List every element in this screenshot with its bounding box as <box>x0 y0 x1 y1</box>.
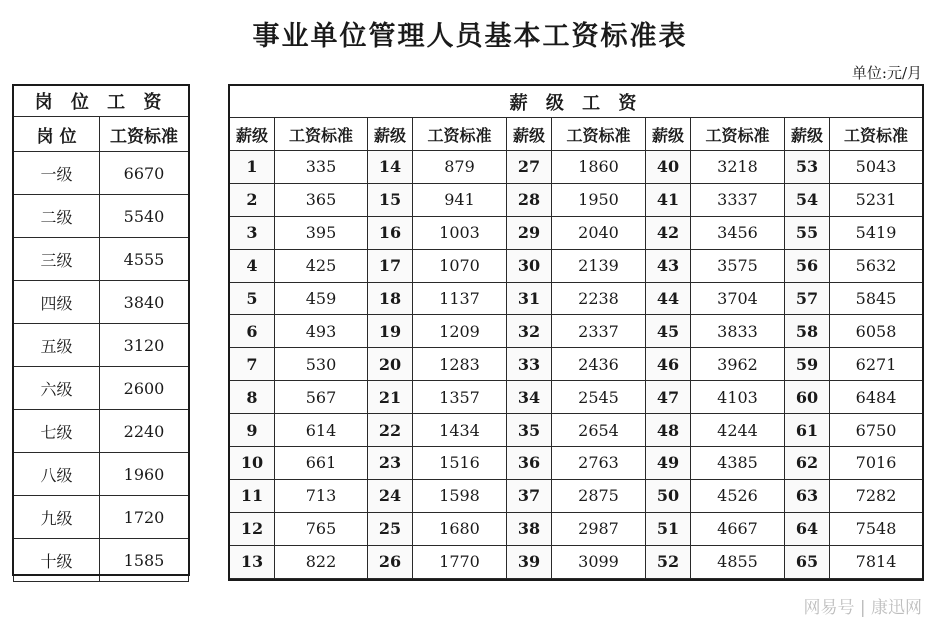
wage-cell: 3099 <box>552 545 646 578</box>
grade-cell: 57 <box>785 282 830 315</box>
wage-cell: 5043 <box>830 151 923 184</box>
grade-cell: 47 <box>646 381 691 414</box>
post-level-cell: 三级 <box>14 238 100 281</box>
wage-cell: 3337 <box>691 183 785 216</box>
wage-cell: 2987 <box>552 512 646 545</box>
wage-cell: 1860 <box>552 151 646 184</box>
grade-cell: 59 <box>785 348 830 381</box>
wage-cell: 5231 <box>830 183 923 216</box>
wage-cell: 493 <box>275 315 368 348</box>
wage-header: 工资标准 <box>552 118 646 151</box>
post-level-cell: 十级 <box>14 539 100 582</box>
grade-cell: 45 <box>646 315 691 348</box>
wage-cell: 6750 <box>830 414 923 447</box>
wage-cell: 3218 <box>691 151 785 184</box>
grade-cell: 34 <box>507 381 552 414</box>
grade-cell: 19 <box>368 315 413 348</box>
grade-cell: 61 <box>785 414 830 447</box>
grade-cell: 38 <box>507 512 552 545</box>
wage-cell: 879 <box>413 151 507 184</box>
grade-cell: 26 <box>368 545 413 578</box>
scale-wage-row <box>230 282 923 315</box>
post-level-cell: 九级 <box>14 496 100 539</box>
post-wage-cell: 1960 <box>100 453 189 496</box>
scale-wage-row <box>230 315 923 348</box>
wage-cell: 3833 <box>691 315 785 348</box>
page-title: 事业单位管理人员基本工资标准表 <box>252 21 688 52</box>
post-wage-cell: 2240 <box>100 410 189 453</box>
grade-cell: 29 <box>507 216 552 249</box>
post-level-cell: 六级 <box>14 367 100 410</box>
grade-cell: 21 <box>368 381 413 414</box>
wage-cell: 713 <box>275 479 368 512</box>
wage-header: 工资标准 <box>691 118 785 151</box>
grade-cell: 11 <box>230 479 275 512</box>
wage-cell: 1770 <box>413 545 507 578</box>
wage-cell: 765 <box>275 512 368 545</box>
grade-cell: 63 <box>785 479 830 512</box>
grade-cell: 60 <box>785 381 830 414</box>
grade-cell: 50 <box>646 479 691 512</box>
grade-cell: 30 <box>507 249 552 282</box>
wage-cell: 6271 <box>830 348 923 381</box>
scale-wage-row <box>230 183 923 216</box>
wage-cell: 7548 <box>830 512 923 545</box>
grade-cell: 23 <box>368 447 413 480</box>
grade-cell: 46 <box>646 348 691 381</box>
grade-cell: 40 <box>646 151 691 184</box>
post-level-cell: 二级 <box>14 195 100 238</box>
wage-cell: 3962 <box>691 348 785 381</box>
wage-cell: 365 <box>275 183 368 216</box>
wage-cell: 3704 <box>691 282 785 315</box>
grade-cell: 49 <box>646 447 691 480</box>
wage-cell: 2040 <box>552 216 646 249</box>
wage-cell: 1680 <box>413 512 507 545</box>
grade-cell: 3 <box>230 216 275 249</box>
wage-cell: 4855 <box>691 545 785 578</box>
grade-cell: 51 <box>646 512 691 545</box>
wage-cell: 822 <box>275 545 368 578</box>
grade-cell: 20 <box>368 348 413 381</box>
grade-cell: 10 <box>230 447 275 480</box>
wage-cell: 1598 <box>413 479 507 512</box>
wage-cell: 7016 <box>830 447 923 480</box>
unit-label: 单位:元/月 <box>851 64 922 82</box>
post-wage-group-title: 岗 位 工 资 <box>14 86 189 117</box>
wage-cell: 7814 <box>830 545 923 578</box>
wage-cell: 425 <box>275 249 368 282</box>
grade-header: 薪级 <box>646 118 691 151</box>
wage-cell: 530 <box>275 348 368 381</box>
grade-cell: 27 <box>507 151 552 184</box>
wage-cell: 2436 <box>552 348 646 381</box>
wage-cell: 1516 <box>413 447 507 480</box>
grade-cell: 24 <box>368 479 413 512</box>
scale-wage-row <box>230 447 923 480</box>
grade-header: 薪级 <box>230 118 275 151</box>
grade-cell: 39 <box>507 545 552 578</box>
post-wage-row <box>14 410 189 453</box>
post-header: 岗 位 <box>14 117 100 152</box>
post-wage-cell: 2600 <box>100 367 189 410</box>
grade-cell: 48 <box>646 414 691 447</box>
scale-wage-row <box>230 216 923 249</box>
wage-cell: 5419 <box>830 216 923 249</box>
wage-cell: 941 <box>413 183 507 216</box>
grade-cell: 52 <box>646 545 691 578</box>
scale-wage-row <box>230 414 923 447</box>
wage-cell: 661 <box>275 447 368 480</box>
wage-cell: 6484 <box>830 381 923 414</box>
wage-cell: 335 <box>275 151 368 184</box>
grade-header: 薪级 <box>507 118 552 151</box>
grade-cell: 5 <box>230 282 275 315</box>
post-wage-header: 工资标准 <box>100 117 189 152</box>
post-wage-row <box>14 152 189 195</box>
wage-cell: 1137 <box>413 282 507 315</box>
post-wage-table <box>13 85 189 582</box>
post-wage-cell: 4555 <box>100 238 189 281</box>
wage-cell: 1357 <box>413 381 507 414</box>
grade-cell: 28 <box>507 183 552 216</box>
wage-cell: 6058 <box>830 315 923 348</box>
wage-cell: 1003 <box>413 216 507 249</box>
wage-cell: 4103 <box>691 381 785 414</box>
wage-cell: 2654 <box>552 414 646 447</box>
post-wage-cell: 1585 <box>100 539 189 582</box>
wage-cell: 5845 <box>830 282 923 315</box>
post-level-cell: 七级 <box>14 410 100 453</box>
wage-cell: 2545 <box>552 381 646 414</box>
grade-cell: 33 <box>507 348 552 381</box>
grade-cell: 64 <box>785 512 830 545</box>
post-wage-row <box>14 195 189 238</box>
wage-cell: 1950 <box>552 183 646 216</box>
wage-header: 工资标准 <box>413 118 507 151</box>
post-wage-cell: 1720 <box>100 496 189 539</box>
post-wage-cell: 6670 <box>100 152 189 195</box>
wage-cell: 1283 <box>413 348 507 381</box>
post-wage-row <box>14 324 189 367</box>
wage-cell: 2238 <box>552 282 646 315</box>
post-wage-cell: 3120 <box>100 324 189 367</box>
wage-cell: 1070 <box>413 249 507 282</box>
wage-cell: 7282 <box>830 479 923 512</box>
grade-cell: 31 <box>507 282 552 315</box>
post-level-cell: 五级 <box>14 324 100 367</box>
grade-cell: 6 <box>230 315 275 348</box>
grade-cell: 16 <box>368 216 413 249</box>
scale-wage-row <box>230 348 923 381</box>
grade-cell: 15 <box>368 183 413 216</box>
post-wage-cell: 3840 <box>100 281 189 324</box>
grade-cell: 58 <box>785 315 830 348</box>
watermark: 网易号 | 康迅网 <box>803 598 922 618</box>
wage-cell: 3575 <box>691 249 785 282</box>
grade-cell: 22 <box>368 414 413 447</box>
post-wage-row <box>14 539 189 582</box>
wage-cell: 395 <box>275 216 368 249</box>
scale-wage-row <box>230 381 923 414</box>
grade-cell: 12 <box>230 512 275 545</box>
wage-cell: 2763 <box>552 447 646 480</box>
grade-header: 薪级 <box>785 118 830 151</box>
wage-cell: 1209 <box>413 315 507 348</box>
post-wage-row <box>14 238 189 281</box>
grade-cell: 53 <box>785 151 830 184</box>
grade-header: 薪级 <box>368 118 413 151</box>
post-level-cell: 八级 <box>14 453 100 496</box>
grade-cell: 55 <box>785 216 830 249</box>
grade-cell: 18 <box>368 282 413 315</box>
grade-cell: 56 <box>785 249 830 282</box>
grade-cell: 42 <box>646 216 691 249</box>
scale-wage-row <box>230 545 923 578</box>
scale-wage-row <box>230 249 923 282</box>
grade-cell: 32 <box>507 315 552 348</box>
wage-cell: 567 <box>275 381 368 414</box>
wage-cell: 4526 <box>691 479 785 512</box>
post-wage-row <box>14 367 189 410</box>
scale-wage-row <box>230 479 923 512</box>
grade-cell: 54 <box>785 183 830 216</box>
post-wage-row <box>14 281 189 324</box>
post-level-cell: 四级 <box>14 281 100 324</box>
scale-wage-group-title: 薪 级 工 资 <box>230 86 923 118</box>
grade-cell: 35 <box>507 414 552 447</box>
post-wage-row <box>14 496 189 539</box>
grade-cell: 8 <box>230 381 275 414</box>
grade-cell: 65 <box>785 545 830 578</box>
wage-cell: 4385 <box>691 447 785 480</box>
wage-cell: 2875 <box>552 479 646 512</box>
post-wage-cell: 5540 <box>100 195 189 238</box>
grade-cell: 9 <box>230 414 275 447</box>
grade-cell: 13 <box>230 545 275 578</box>
grade-cell: 7 <box>230 348 275 381</box>
wage-header: 工资标准 <box>830 118 923 151</box>
grade-cell: 25 <box>368 512 413 545</box>
grade-cell: 44 <box>646 282 691 315</box>
wage-header: 工资标准 <box>275 118 368 151</box>
scale-wage-row <box>230 151 923 184</box>
wage-cell: 1434 <box>413 414 507 447</box>
wage-cell: 3456 <box>691 216 785 249</box>
grade-cell: 17 <box>368 249 413 282</box>
grade-cell: 36 <box>507 447 552 480</box>
grade-cell: 37 <box>507 479 552 512</box>
wage-cell: 4667 <box>691 512 785 545</box>
post-wage-row <box>14 453 189 496</box>
wage-cell: 2337 <box>552 315 646 348</box>
grade-cell: 1 <box>230 151 275 184</box>
wage-cell: 4244 <box>691 414 785 447</box>
wage-cell: 2139 <box>552 249 646 282</box>
wage-cell: 5632 <box>830 249 923 282</box>
grade-cell: 62 <box>785 447 830 480</box>
grade-cell: 41 <box>646 183 691 216</box>
grade-cell: 14 <box>368 151 413 184</box>
wage-cell: 614 <box>275 414 368 447</box>
wage-cell: 459 <box>275 282 368 315</box>
grade-cell: 43 <box>646 249 691 282</box>
grade-cell: 2 <box>230 183 275 216</box>
post-level-cell: 一级 <box>14 152 100 195</box>
scale-wage-row <box>230 512 923 545</box>
scale-wage-table <box>229 85 923 579</box>
grade-cell: 4 <box>230 249 275 282</box>
